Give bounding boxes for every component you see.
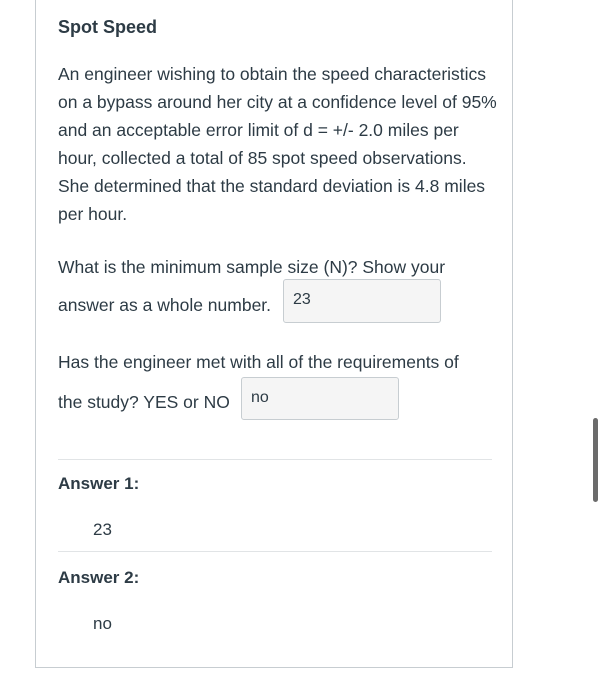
answer-2-label: Answer 2: <box>58 568 140 587</box>
divider <box>58 551 492 552</box>
question-1-line-1: What is the minimum sample size (N)? Show your <box>58 257 446 277</box>
scrollbar[interactable] <box>593 418 598 502</box>
question-card <box>35 0 513 668</box>
answer-2-value: no <box>93 614 112 633</box>
question-paragraph: An engineer wishing to obtain the speed characteristics on a bypass around her city at a confidence level of 95% and an acceptable error limit of d = +/- 2.0 miles per hour, collected a total of 85 spot speed observations. She determined that the standard deviation is 4.8 miles per hour. <box>58 64 497 224</box>
question-1-line-2: answer as a whole number. <box>58 295 272 315</box>
question-2-line-2: the study? YES or NO <box>58 392 230 412</box>
answer-1-value: 23 <box>93 520 112 539</box>
answer-2-input[interactable]: no <box>241 377 399 420</box>
question-title: Spot Speed <box>58 17 158 37</box>
answer-1-label: Answer 1: <box>58 474 140 493</box>
divider <box>58 459 492 460</box>
question-2-line-1: Has the engineer met with all of the requirements of <box>58 352 459 372</box>
answer-1-input[interactable]: 23 <box>283 279 441 323</box>
